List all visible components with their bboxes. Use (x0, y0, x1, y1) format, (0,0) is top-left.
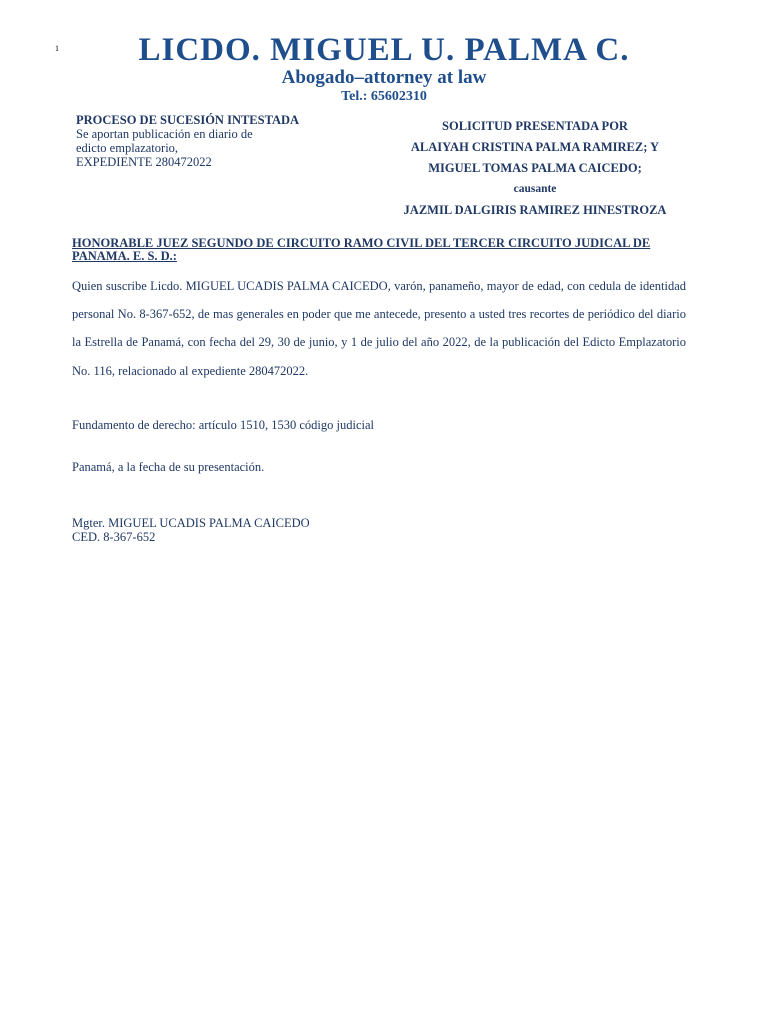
applicant-2: MIGUEL TOMAS PALMA CAICEDO; (428, 161, 642, 175)
case-description-line-2: edicto emplazatorio, (76, 141, 179, 155)
addressee-heading: HONORABLE JUEZ SEGUNDO DE CIRCUITO RAMO CIVIL DEL TERCER CIRCUITO JUDICAL DE PANAMA. E. S. D.: (72, 236, 651, 263)
page-number: 1 (55, 44, 59, 53)
legal-basis-line: Fundamento de derecho: artículo 1510, 1530 código judicial (72, 418, 375, 432)
letterhead-subtitle: Abogado–attorney at law (281, 67, 487, 88)
body-paragraph: Quien suscribe Licdo. MIGUEL UCADIS PALMA CAICEDO, varón, panameño, mayor de edad, con cedula de identidad personal No. 8-367-652, de mas generales en poder que me antecede, presento a usted tres recortes de periódico del diario la Estrella de Panamá, con fecha del 29, 30 de junio, y 1 de julio del año 2022, de la publicación del Edicto Emplazatorio No. 116, relacionado al expediente 280472022. (72, 279, 686, 378)
decedent-name: JAZMIL DALGIRIS RAMIREZ HINESTROZA (403, 203, 667, 217)
case-reference-block (76, 113, 306, 169)
closing-line: Panamá, a la fecha de su presentación. (72, 460, 265, 474)
case-description-line-1: Se aportan publicación en diario de (76, 127, 253, 141)
applicant-1: ALAIYAH CRISTINA PALMA RAMIREZ; Y (410, 140, 660, 154)
decedent-label: causante (513, 183, 557, 195)
signature-block (72, 516, 310, 544)
request-parties-block (360, 116, 710, 221)
case-file-number: EXPEDIENTE 280472022 (76, 155, 212, 169)
signature-name: Mgter. MIGUEL UCADIS PALMA CAICEDO (72, 516, 310, 530)
signature-id: CED. 8-367-652 (72, 530, 156, 544)
request-heading: SOLICITUD PRESENTADA POR (442, 119, 628, 133)
case-type-title: PROCESO DE SUCESIÓN INTESTADA (76, 113, 300, 127)
letterhead-phone: Tel.: 65602310 (341, 89, 427, 104)
letterhead-name: LICDO. MIGUEL U. PALMA C. (138, 32, 630, 68)
